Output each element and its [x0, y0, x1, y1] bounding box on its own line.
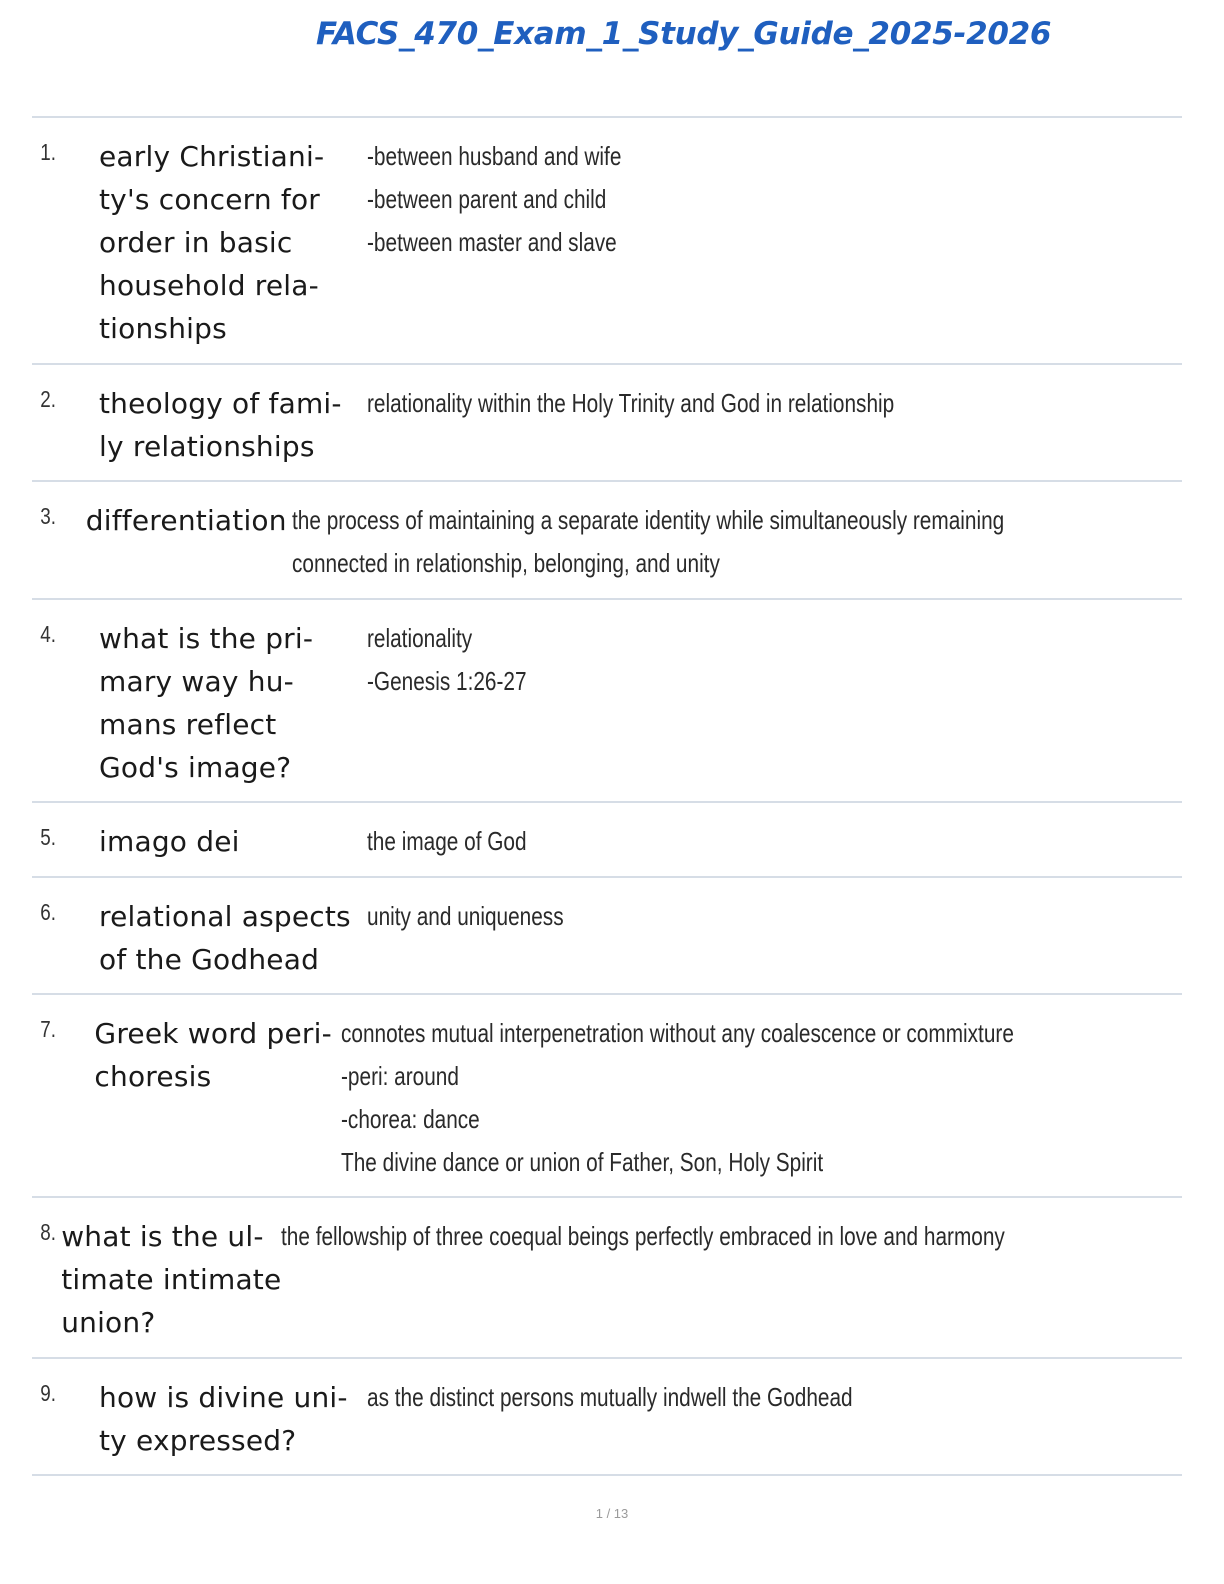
flashcard-row [32, 878, 1182, 995]
card-number: 1. [40, 139, 56, 165]
card-number: 6. [40, 899, 56, 925]
term-line: mary way hu- [99, 665, 294, 698]
term-line: of the Godhead [99, 943, 320, 976]
term-line: imago dei [99, 825, 240, 858]
definition-line: -chorea: dance [340, 1104, 480, 1134]
term-line: God's image? [99, 751, 292, 784]
card-definition [367, 1376, 1019, 1474]
definition-line: -between master and slave [367, 227, 617, 257]
card-term [99, 617, 367, 801]
definition-line: connected in relationship, belonging, and unity [291, 548, 720, 578]
card-definition [367, 820, 1019, 876]
card-number: 7. [40, 1016, 56, 1042]
term-line: how is divine uni- [99, 1381, 348, 1414]
flashcard-list [32, 116, 1182, 1476]
card-definition [367, 617, 1019, 801]
card-number: 5. [40, 824, 56, 850]
definition-line: connotes mutual interpenetration without any coalescence or commixture [340, 1018, 1014, 1048]
term-line: early Christiani- [99, 140, 325, 173]
term-line: household rela- [99, 269, 319, 302]
card-term [94, 1012, 340, 1196]
flashcard-row [32, 118, 1182, 365]
card-definition [367, 895, 1019, 993]
definition-line: the fellowship of three coequal beings perfectly embraced in love and harmony [281, 1221, 1006, 1251]
card-term [99, 135, 367, 363]
term-line: what is the ul- [61, 1220, 264, 1253]
flashcard-row [32, 995, 1182, 1198]
flashcard-row [32, 803, 1182, 878]
page-indicator: 1 / 13 [595, 1506, 629, 1521]
term-line: mans reflect [99, 708, 277, 741]
card-term [99, 382, 367, 480]
card-number: 8. [40, 1219, 56, 1245]
definition-line: unity and uniqueness [367, 901, 564, 931]
term-line: relational aspects [99, 900, 351, 933]
card-number: 4. [40, 621, 56, 647]
definition-line: -between husband and wife [367, 141, 622, 171]
definition-line: relationality [367, 623, 473, 653]
term-line: timate intimate [61, 1263, 282, 1296]
flashcard-row [32, 1359, 1182, 1476]
flashcard-row [32, 600, 1182, 803]
definition-line: The divine dance or union of Father, Son, Holy Spirit [340, 1147, 824, 1177]
card-term [99, 820, 367, 876]
term-line: ty expressed? [99, 1424, 297, 1457]
card-term [99, 895, 367, 993]
card-definition [281, 1215, 1005, 1357]
card-term [61, 1215, 281, 1357]
definition-line: as the distinct persons mutually indwell the Godhead [367, 1382, 853, 1412]
flashcard-row [32, 1198, 1182, 1359]
term-line: order in basic [99, 226, 293, 259]
term-line: differentiation [85, 504, 287, 537]
card-definition [292, 499, 1004, 598]
definition-line: -Genesis 1:26-27 [367, 666, 527, 696]
term-line: choresis [94, 1060, 212, 1093]
card-term [86, 499, 292, 598]
definition-line: -peri: around [340, 1061, 459, 1091]
term-line: theology of fami- [99, 387, 342, 420]
flashcard-row [32, 365, 1182, 482]
definition-line: the process of maintaining a separate identity while simultaneously remaining [291, 505, 1004, 535]
document-title: FACS_470_Exam_1_Study_Guide_2025-2026 [316, 16, 1052, 52]
definition-line: -between parent and child [367, 184, 607, 214]
card-definition [367, 382, 1019, 480]
flashcard-row [32, 482, 1182, 600]
term-line: Greek word peri- [94, 1017, 332, 1050]
definition-line: relationality within the Holy Trinity and God in relationship [367, 388, 895, 418]
card-number: 3. [40, 503, 56, 529]
card-number: 9. [40, 1380, 56, 1406]
term-line: ly relationships [99, 430, 315, 463]
term-line: what is the pri- [99, 622, 314, 655]
card-term [99, 1376, 367, 1474]
card-number: 2. [40, 386, 56, 412]
card-definition [341, 1012, 1014, 1196]
term-line: union? [61, 1306, 156, 1339]
term-line: ty's concern for [99, 183, 320, 216]
term-line: tionships [99, 312, 227, 345]
definition-line: the image of God [367, 826, 527, 856]
card-definition [367, 135, 1019, 363]
